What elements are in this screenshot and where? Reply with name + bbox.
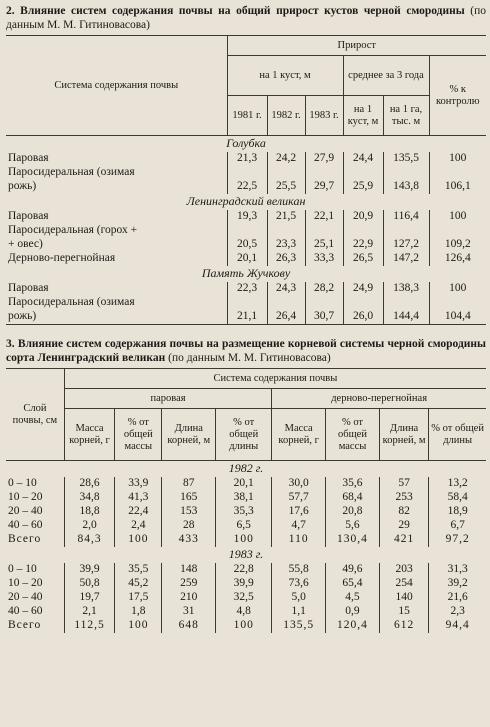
table-row: [6, 282, 486, 296]
value-cell: 4,8: [216, 605, 272, 619]
value-cell: 32,5: [216, 591, 272, 605]
empty-cell: [305, 296, 343, 310]
value-cell: 110: [272, 533, 326, 547]
empty-cell: [267, 166, 305, 180]
table-row: [6, 563, 486, 577]
value-cell: 203: [379, 563, 428, 577]
value-cell: 259: [162, 577, 216, 591]
row-label: + овес): [8, 238, 43, 251]
value-cell: 20,8: [326, 505, 380, 519]
value-cell: 6,7: [429, 519, 486, 533]
table2-header-system: Система содержания почвы: [6, 36, 227, 136]
value-cell: 23,3: [267, 238, 305, 252]
value-cell: 20,1: [227, 252, 267, 266]
group-header-row: [6, 194, 486, 210]
value-cell: 30,7: [305, 310, 343, 325]
table3: [6, 368, 486, 633]
value-cell: 24,2: [267, 152, 305, 166]
value-cell: 68,4: [326, 491, 380, 505]
value-cell: 50,8: [64, 577, 114, 591]
empty-cell: [383, 166, 429, 180]
value-cell: 100: [216, 619, 272, 633]
value-cell: 26,5: [343, 252, 383, 266]
value-cell: 210: [162, 591, 216, 605]
value-cell: 25,1: [305, 238, 343, 252]
value-cell: 100: [429, 282, 486, 296]
layer-label: 20 – 40: [8, 591, 43, 604]
value-cell: 24,4: [343, 152, 383, 166]
value-cell: 15: [379, 605, 428, 619]
table-row: [6, 519, 486, 533]
year-label: 1982 г.: [228, 461, 264, 476]
value-cell: 2,0: [64, 519, 114, 533]
empty-cell: [267, 296, 305, 310]
row-label: Паровая: [8, 152, 49, 165]
value-cell: 29: [379, 519, 428, 533]
total-row: [6, 619, 486, 633]
value-cell: 33,3: [305, 252, 343, 266]
table3-header-length-2: Длина корней, м: [379, 409, 428, 461]
layer-label: Всего: [8, 533, 42, 546]
value-cell: 19,7: [64, 591, 114, 605]
value-cell: 33,9: [115, 477, 162, 491]
layer-label: Всего: [8, 619, 42, 632]
value-cell: 28,2: [305, 282, 343, 296]
total-row: [6, 533, 486, 547]
value-cell: 39,9: [216, 577, 272, 591]
value-cell: 254: [379, 577, 428, 591]
value-cell: 34,8: [64, 491, 114, 505]
table-row: [6, 605, 486, 619]
value-cell: 26,3: [267, 252, 305, 266]
table2-caption: [6, 4, 486, 32]
value-cell: 45,2: [115, 577, 162, 591]
empty-cell: [429, 296, 486, 310]
value-cell: 97,2: [429, 533, 486, 547]
value-cell: 100: [216, 533, 272, 547]
table3-header-mass-pct-2: % от общей массы: [326, 409, 380, 461]
value-cell: 22,1: [305, 210, 343, 224]
table2-caption-source: (по данным М. М. Гитиновасова): [6, 5, 486, 31]
table3-header-mass: Масса корней, г: [64, 409, 114, 461]
value-cell: 148: [162, 563, 216, 577]
value-cell: 35,5: [115, 563, 162, 577]
table2-caption-number: 2.: [6, 5, 15, 17]
value-cell: 135,5: [272, 619, 326, 633]
table3-header-length: Длина корней, м: [162, 409, 216, 461]
value-cell: 2,3: [429, 605, 486, 619]
value-cell: 58,4: [429, 491, 486, 505]
table3-header-system: Система содержания почвы: [64, 369, 486, 389]
table-row: [6, 477, 486, 491]
table-row: [6, 210, 486, 224]
group-header-row: [6, 266, 486, 282]
empty-cell: [343, 296, 383, 310]
value-cell: 18,8: [64, 505, 114, 519]
table3-header-mass-pct: % от общей массы: [115, 409, 162, 461]
table3-header-length-pct-2: % от общей длины: [429, 409, 486, 461]
value-cell: 20,5: [227, 238, 267, 252]
empty-cell: [305, 166, 343, 180]
row-label: рожь): [6, 310, 227, 325]
value-cell: 22,4: [115, 505, 162, 519]
row-label: Паровая: [8, 282, 49, 295]
value-cell: 612: [379, 619, 428, 633]
table2-header-avg3: среднее за 3 года: [343, 56, 429, 96]
value-cell: 109,2: [429, 238, 486, 252]
table3-header-sod: дерново-перегнойная: [272, 389, 486, 409]
value-cell: 143,8: [383, 180, 429, 194]
layer-label: 40 – 60: [8, 605, 43, 618]
empty-cell: [429, 224, 486, 238]
value-cell: 20,1: [216, 477, 272, 491]
value-cell: 73,6: [272, 577, 326, 591]
value-cell: 49,6: [326, 563, 380, 577]
value-cell: 38,1: [216, 491, 272, 505]
value-cell: 30,0: [272, 477, 326, 491]
value-cell: 100: [429, 152, 486, 166]
table2-header-1981: 1981 г.: [227, 96, 267, 136]
year-header-row: [6, 461, 486, 478]
layer-label: 10 – 20: [8, 491, 43, 504]
value-cell: 24,3: [267, 282, 305, 296]
value-cell: 35,3: [216, 505, 272, 519]
year-label: 1983 г.: [228, 547, 264, 562]
table3-header-mass-2: Масса корней, г: [272, 409, 326, 461]
value-cell: 112,5: [64, 619, 114, 633]
empty-cell: [227, 166, 267, 180]
value-cell: 127,2: [383, 238, 429, 252]
value-cell: 106,1: [429, 180, 486, 194]
value-cell: 6,5: [216, 519, 272, 533]
value-cell: 28: [162, 519, 216, 533]
value-cell: 41,3: [115, 491, 162, 505]
value-cell: 433: [162, 533, 216, 547]
year-header-row: [6, 547, 486, 563]
layer-label: 20 – 40: [8, 505, 43, 518]
value-cell: 5,0: [272, 591, 326, 605]
table3-caption-title: Влияние систем содержания почвы на размещение корневой системы черной смородины сорта Ленинградский великан: [6, 338, 487, 364]
empty-cell: [383, 296, 429, 310]
value-cell: 253: [379, 491, 428, 505]
value-cell: 31,3: [429, 563, 486, 577]
value-cell: 22,8: [216, 563, 272, 577]
value-cell: 100: [429, 210, 486, 224]
empty-cell: [383, 224, 429, 238]
value-cell: 31: [162, 605, 216, 619]
table-row: [6, 491, 486, 505]
value-cell: 4,7: [272, 519, 326, 533]
value-cell: 140: [379, 591, 428, 605]
group-name: Ленинградский великан: [186, 194, 306, 209]
empty-cell: [429, 166, 486, 180]
value-cell: 18,9: [429, 505, 486, 519]
value-cell: 130,4: [326, 533, 380, 547]
table-row: [6, 180, 486, 194]
value-cell: 39,2: [429, 577, 486, 591]
value-cell: 2,4: [115, 519, 162, 533]
value-cell: 87: [162, 477, 216, 491]
empty-cell: [343, 224, 383, 238]
group-name: Память Жучкову: [201, 266, 291, 281]
value-cell: 135,5: [383, 152, 429, 166]
layer-label: 10 – 20: [8, 577, 43, 590]
value-cell: 94,4: [429, 619, 486, 633]
value-cell: 1,8: [115, 605, 162, 619]
empty-cell: [267, 224, 305, 238]
table3-header-layer: Слой почвы, см: [6, 369, 64, 461]
table2-header-1983: 1983 г.: [305, 96, 343, 136]
value-cell: 21,5: [267, 210, 305, 224]
table3-header-length-pct: % от общей длины: [216, 409, 272, 461]
empty-cell: [227, 224, 267, 238]
table-row: [6, 252, 486, 266]
value-cell: 55,8: [272, 563, 326, 577]
value-cell: 25,9: [343, 180, 383, 194]
value-cell: 22,3: [227, 282, 267, 296]
table3-header-fallow: паровая: [64, 389, 271, 409]
layer-label: 0 – 10: [8, 563, 37, 576]
layer-label: 0 – 10: [8, 477, 37, 490]
value-cell: 2,1: [64, 605, 114, 619]
value-cell: 19,3: [227, 210, 267, 224]
table-row: [6, 591, 486, 605]
table-row: [6, 224, 486, 238]
table2: [6, 35, 486, 325]
value-cell: 20,9: [343, 210, 383, 224]
value-cell: 153: [162, 505, 216, 519]
empty-cell: [227, 296, 267, 310]
value-cell: 57,7: [272, 491, 326, 505]
value-cell: 138,3: [383, 282, 429, 296]
table2-caption-title: Влияние систем содержания почвы на общий прирост кустов черной смородины: [20, 5, 465, 17]
value-cell: 165: [162, 491, 216, 505]
value-cell: 82: [379, 505, 428, 519]
value-cell: 0,9: [326, 605, 380, 619]
value-cell: 144,4: [383, 310, 429, 325]
value-cell: 120,4: [326, 619, 380, 633]
table3-caption-number: 3.: [6, 338, 15, 350]
value-cell: 26,0: [343, 310, 383, 325]
value-cell: 25,5: [267, 180, 305, 194]
table2-header-avg-ha: на 1 га, тыс. м: [383, 96, 429, 136]
value-cell: 26,4: [267, 310, 305, 325]
row-label: Паровая: [8, 210, 49, 223]
value-cell: 648: [162, 619, 216, 633]
empty-cell: [305, 224, 343, 238]
value-cell: 13,2: [429, 477, 486, 491]
value-cell: 24,9: [343, 282, 383, 296]
table-row: [6, 296, 486, 310]
table3-body: [6, 461, 486, 634]
value-cell: 21,3: [227, 152, 267, 166]
row-label: Паросидеральная (озимая: [8, 166, 135, 179]
value-cell: 21,6: [429, 591, 486, 605]
value-cell: 57: [379, 477, 428, 491]
spacer: [6, 325, 486, 337]
row-label: Паросидеральная (озимая: [8, 296, 135, 309]
value-cell: 29,7: [305, 180, 343, 194]
table2-header-1982: 1982 г.: [267, 96, 305, 136]
value-cell: 104,4: [429, 310, 486, 325]
value-cell: 22,5: [227, 180, 267, 194]
table2-header-pct: % к контролю: [429, 56, 486, 136]
value-cell: 147,2: [383, 252, 429, 266]
layer-label: 40 – 60: [8, 519, 43, 532]
empty-cell: [343, 166, 383, 180]
table-row: [6, 152, 486, 166]
value-cell: 65,4: [326, 577, 380, 591]
value-cell: 4,5: [326, 591, 380, 605]
value-cell: 17,6: [272, 505, 326, 519]
value-cell: 84,3: [64, 533, 114, 547]
value-cell: 28,6: [64, 477, 114, 491]
value-cell: 5,6: [326, 519, 380, 533]
table2-header-per-bush: на 1 куст, м: [227, 56, 343, 96]
value-cell: 22,9: [343, 238, 383, 252]
group-name: Голубка: [226, 136, 266, 151]
table-row: [6, 310, 486, 325]
table-row: [6, 505, 486, 519]
value-cell: 39,9: [64, 563, 114, 577]
value-cell: 21,1: [227, 310, 267, 325]
table-row: [6, 166, 486, 180]
value-cell: 17,5: [115, 591, 162, 605]
value-cell: 1,1: [272, 605, 326, 619]
table3-caption-source: (по данным М. М. Гитиновасова): [168, 352, 331, 364]
value-cell: 35,6: [326, 477, 380, 491]
row-label: Дерново-перегнойная: [8, 252, 116, 265]
row-label: Паросидеральная (горох +: [8, 224, 138, 237]
value-cell: 421: [379, 533, 428, 547]
value-cell: 27,9: [305, 152, 343, 166]
row-label: рожь): [8, 180, 37, 193]
value-cell: 100: [115, 619, 162, 633]
value-cell: 100: [115, 533, 162, 547]
table2-header-avg-bush: на 1 куст, м: [343, 96, 383, 136]
value-cell: 116,4: [383, 210, 429, 224]
table-row: [6, 238, 486, 252]
value-cell: 126,4: [429, 252, 486, 266]
table-row: [6, 577, 486, 591]
group-header-row: [6, 136, 486, 153]
table2-body: [6, 136, 486, 325]
table3-caption: [6, 337, 486, 365]
table2-header-growth: Прирост: [227, 36, 486, 56]
